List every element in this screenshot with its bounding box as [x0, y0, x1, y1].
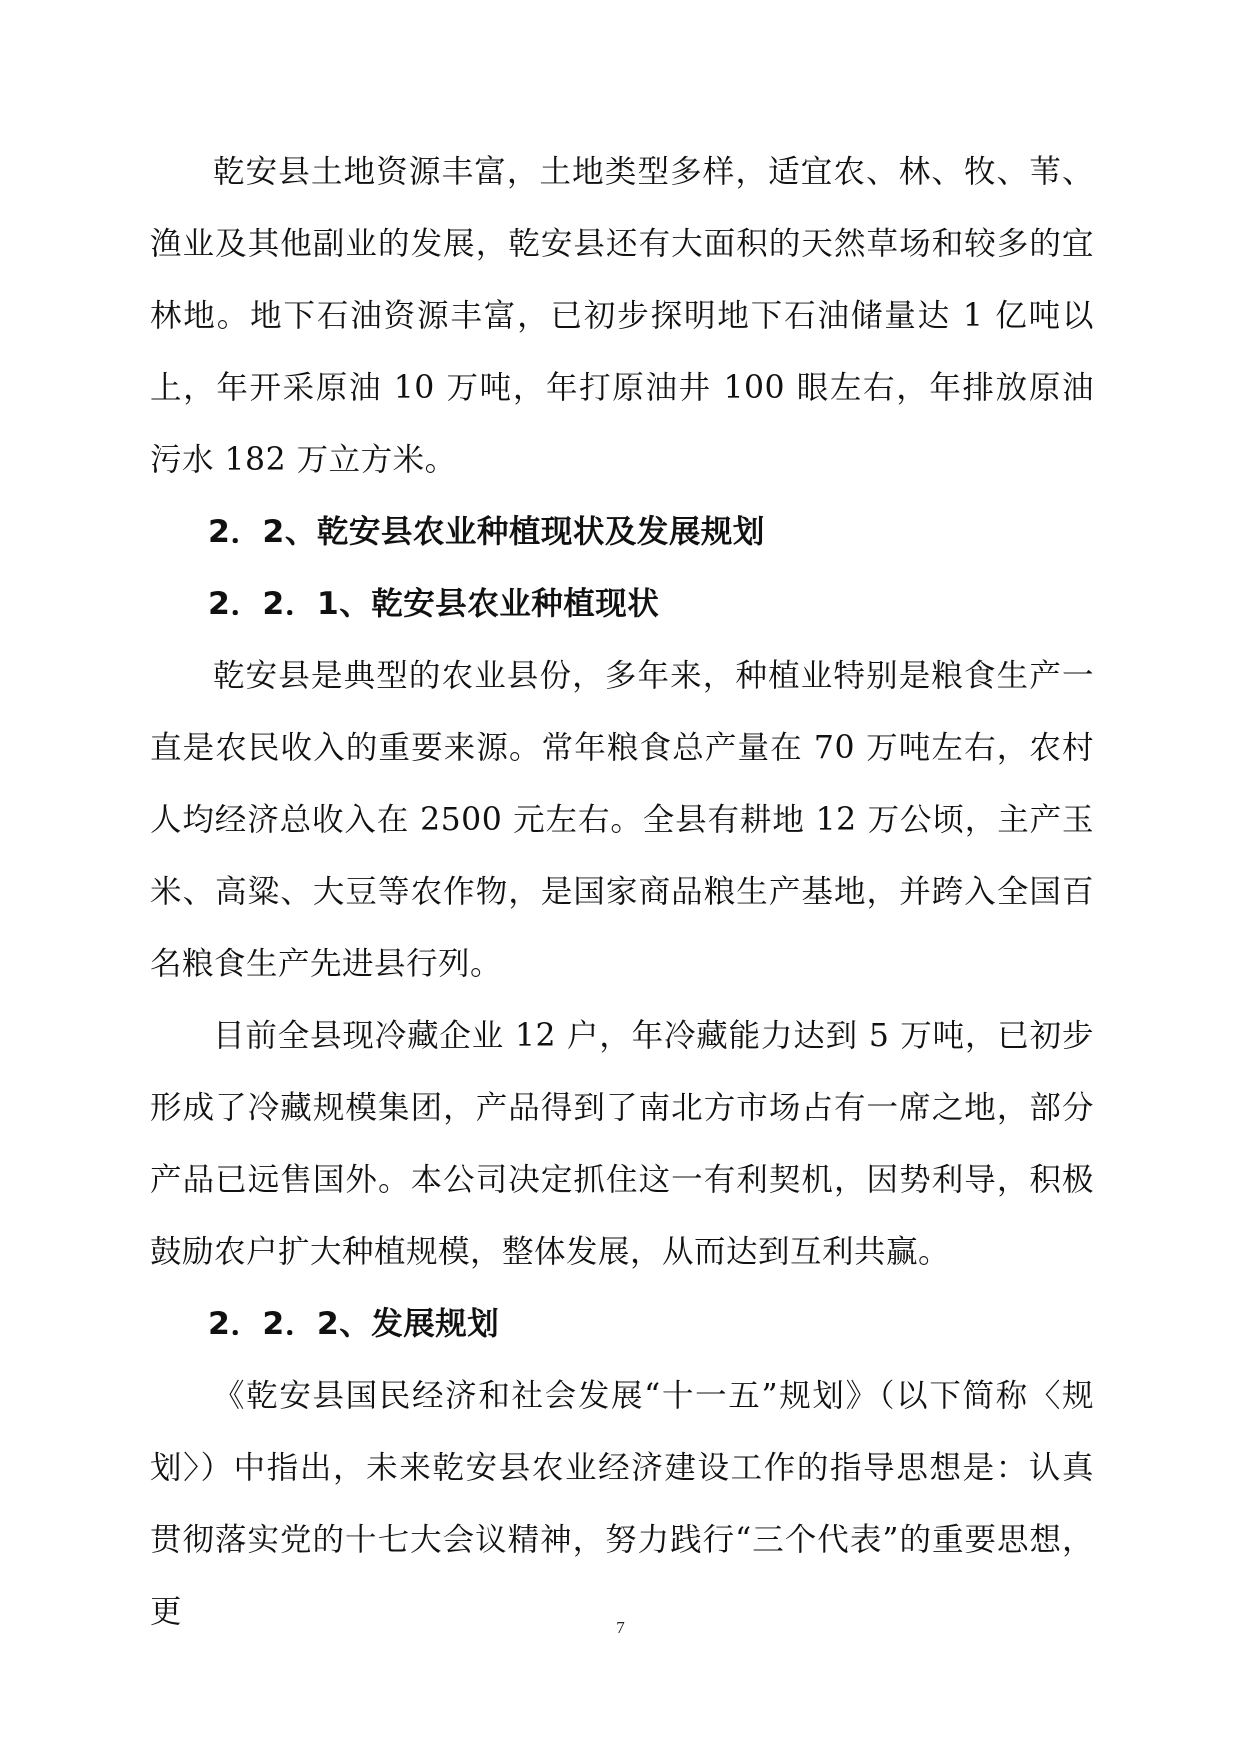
section-heading-2-2-1: 2．2．1、乾安县农业种植现状: [208, 586, 660, 622]
section-heading-2-2: 2．2、乾安县农业种植现状及发展规划: [208, 514, 765, 550]
paragraph-agriculture-status: 乾安县是典型的农业县份，多年来，种植业特别是粮食生产一直是农民收入的重要来源。常年粮食总产量在 70 万吨左右，农村人均经济总收入在 2500 元左右。全县有耕地 12 万公顷，主产玉米、高粱、大豆等农作物，是国家商品粮生产基地，并跨入全国百名粮食生产先进县行列。: [150, 658, 1094, 982]
document-body: [150, 136, 1094, 1648]
page-number: 7: [616, 1618, 625, 1637]
section-heading-2-2-2: 2．2．2、发展规划: [208, 1306, 500, 1342]
paragraph-cold-storage: 目前全县现冷藏企业 12 户，年冷藏能力达到 5 万吨，已初步形成了冷藏规模集团，产品得到了南北方市场占有一席之地，部分产品已远售国外。本公司决定抓住这一有利契机，因势利导，积极鼓励农户扩大种植规模，整体发展，从而达到互利共赢。: [150, 1018, 1094, 1270]
paragraph-development-plan: 《乾安县国民经济和社会发展“十一五”规划》（以下简称〈规划〉）中指出，未来乾安县农业经济建设工作的指导思想是：认真贯彻落实党的十七大会议精神，努力践行“三个代表”的重要思想，更: [150, 1378, 1094, 1630]
paragraph-land-resources: 乾安县土地资源丰富，土地类型多样，适宜农、林、牧、苇、渔业及其他副业的发展，乾安县还有大面积的天然草场和较多的宜林地。地下石油资源丰富，已初步探明地下石油储量达 1 亿吨以上，年开采原油 10 万吨，年打原油井 100 眼左右，年排放原油污水 182 万立方米。: [150, 154, 1094, 478]
